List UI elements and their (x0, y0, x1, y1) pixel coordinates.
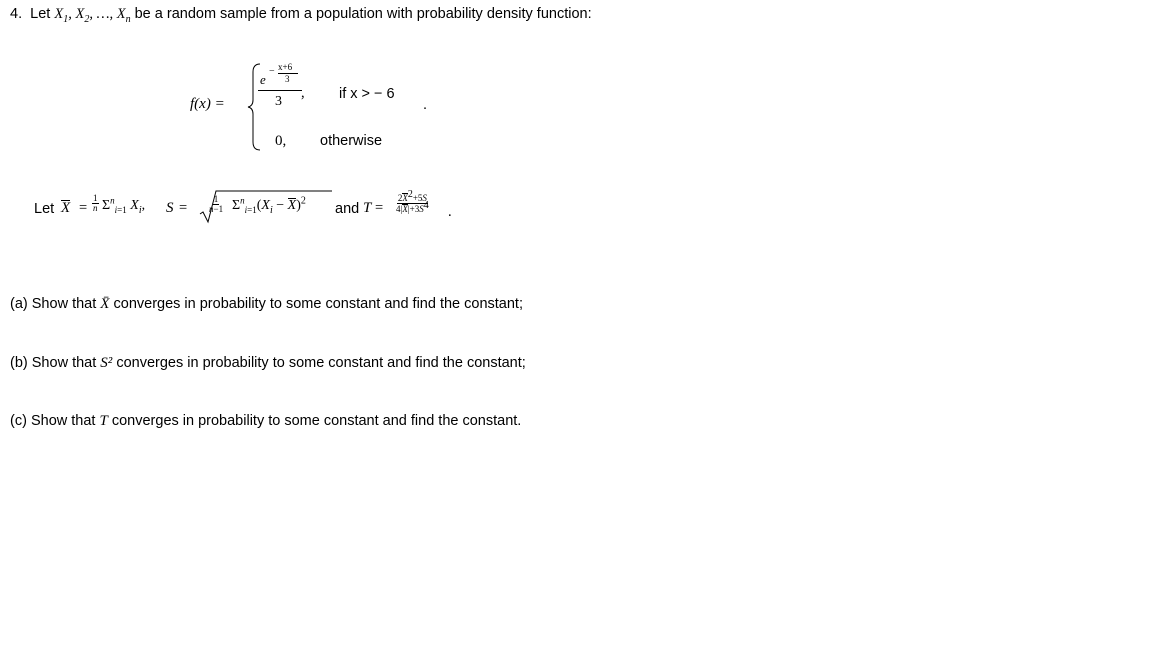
part-b-symbol: S² (100, 355, 113, 371)
case2-value: 0, (275, 133, 287, 149)
definitions-let: Let (34, 201, 55, 217)
case1-condition: if x > − 6 (339, 86, 395, 102)
case2-condition: otherwise (320, 133, 383, 149)
part-a-text-before: Show that (31, 296, 97, 312)
part-b (10, 355, 526, 372)
part-b-label: (b) (10, 355, 28, 371)
one-over-n: $\frac{1}{n}$ (93, 193, 98, 214)
pdf-trailing-dot: . (423, 97, 428, 113)
exp-minus: − (269, 66, 275, 77)
intro-text: be a random sample from a population with probability density function: (134, 6, 592, 22)
case1-expression (258, 62, 304, 114)
exp-denominator: 3 (285, 74, 290, 84)
equals-3: = (375, 200, 384, 216)
equals-1: = (79, 200, 88, 216)
part-c (10, 413, 521, 430)
t-fraction: $\frac{2X^2+5S}{4|X|+3S^4}$ (396, 189, 429, 215)
part-b-text-after: converges in probability to some constant and find the constant; (116, 355, 526, 371)
part-a (10, 296, 523, 313)
t-symbol: T (363, 200, 372, 216)
definitions-line (34, 190, 474, 230)
exp-base: e (260, 72, 266, 87)
exp-numerator: x+6 (278, 62, 293, 72)
main-fraction-bar (258, 90, 302, 91)
definitions-and: and (335, 201, 360, 217)
sum-squares: $\Sigma^n_{i=1}(X_i - X)^2$ (232, 195, 306, 216)
part-c-symbol: T (99, 413, 108, 429)
intro-let: Let (30, 6, 51, 22)
part-a-label: (a) (10, 296, 28, 312)
part-c-label: (c) (10, 413, 27, 429)
part-c-text-before: Show that (30, 413, 96, 429)
pdf-lhs: f(x) = (190, 96, 225, 112)
part-a-symbol: X̄ (100, 296, 110, 312)
part-c-text-after: converges in probability to some constant and find the constant. (111, 413, 522, 429)
part-a-text-after: converges in probability to some constant and find the constant; (113, 296, 523, 312)
one-over-n-minus-1: $\frac{1}{n-1}$ (209, 194, 224, 215)
xbar-symbol: X (61, 200, 71, 216)
t-period: . (448, 204, 452, 220)
case1-comma: , (301, 85, 305, 101)
equals-2: = (179, 200, 188, 216)
problem-number: 4. (10, 6, 23, 22)
sum-xi: $\Sigma^n_{i=1}$ $X_i$, (102, 195, 146, 216)
sample-variables: $X_1$, $X_2$, …, $X_n$ (54, 6, 131, 25)
main-denominator: 3 (275, 94, 282, 109)
problem-statement (10, 6, 592, 23)
part-b-text-before: Show that (31, 355, 97, 371)
s-symbol: S (166, 200, 174, 216)
